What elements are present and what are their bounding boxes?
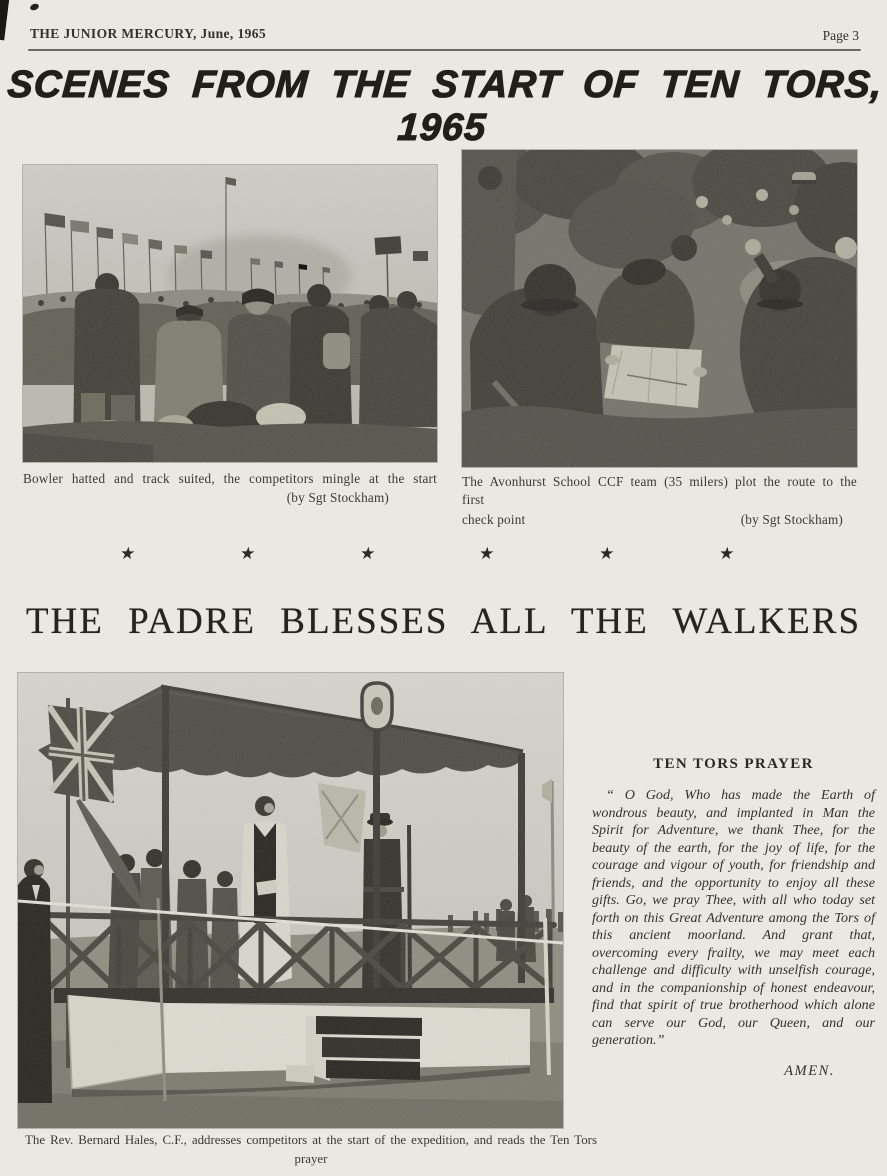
photo-pavilion-illustration <box>18 673 563 1128</box>
star-icon: ★ <box>477 544 496 563</box>
prayer-amen: AMEN. <box>784 1062 835 1079</box>
caption-text-cont: check point <box>462 511 526 527</box>
prayer-body: “ O God, Who has made the Earth of wondrous beauty, and implanted in Man the Spirit for Adventure, we thank Thee, for the beauty of the earth, for the joy of life, for the courage and vigour of youth, for friendship and friends, and the opportunity to enjoy all these gifts. Go, we pray Thee, with all who today set forth on this Great Adventure among the Tors of this ancient moorland. And grant that, overcoming every frailty, we may meet each challenge and difficulty with unselfish courage, and in the companionship of honest endeavour, find that spirit of true brotherhood which alone can serve our God, our Queen, and our generation.” <box>592 787 875 1048</box>
star-icon: ★ <box>118 544 137 563</box>
caption-text: Bowler hatted and track suited, the competitors mingle at the start <box>23 471 437 486</box>
publication-title: THE JUNIOR MERCURY, June, 1965 <box>30 26 267 41</box>
photo-padre-blessing <box>18 673 563 1128</box>
photo-competitors-illustration <box>23 165 437 462</box>
section-headline: THE PADRE BLESSES ALL THE WALKERS <box>25 601 862 642</box>
photo-credit: (by Sgt Stockham) <box>286 490 389 506</box>
star-icon: ★ <box>238 544 257 563</box>
page-number: Page 3 <box>822 28 859 43</box>
photo-ccf-team-map <box>462 150 857 467</box>
caption-text: The Rev. Bernard Hales, C.F., addresses competitors at the start of the expedition, and reads the Ten Tors <box>25 1133 597 1147</box>
caption-right-photo <box>462 473 857 529</box>
prayer-block <box>592 756 875 1080</box>
caption-text-cont: prayer <box>294 1152 328 1167</box>
star-divider <box>120 544 734 564</box>
star-icon: ★ <box>597 544 616 563</box>
scan-artifact <box>0 0 10 40</box>
scan-artifact <box>29 3 40 12</box>
star-icon: ★ <box>717 544 736 563</box>
star-icon: ★ <box>358 544 377 563</box>
masthead-rule <box>28 49 861 51</box>
prayer-title: TEN TORS PRAYER <box>653 756 814 772</box>
caption-left-photo <box>23 470 437 508</box>
caption-bottom-photo <box>25 1131 597 1170</box>
main-headline: SCENES FROM THE START OF TEN TORS, 1965 <box>6 64 884 149</box>
photo-credit: (by Sgt Stockham) <box>740 511 843 527</box>
caption-text: The Avonhurst School CCF team (35 milers) plot the route to the first <box>462 474 857 508</box>
photo-competitors-start <box>23 165 437 462</box>
photo-map-illustration <box>462 150 857 467</box>
